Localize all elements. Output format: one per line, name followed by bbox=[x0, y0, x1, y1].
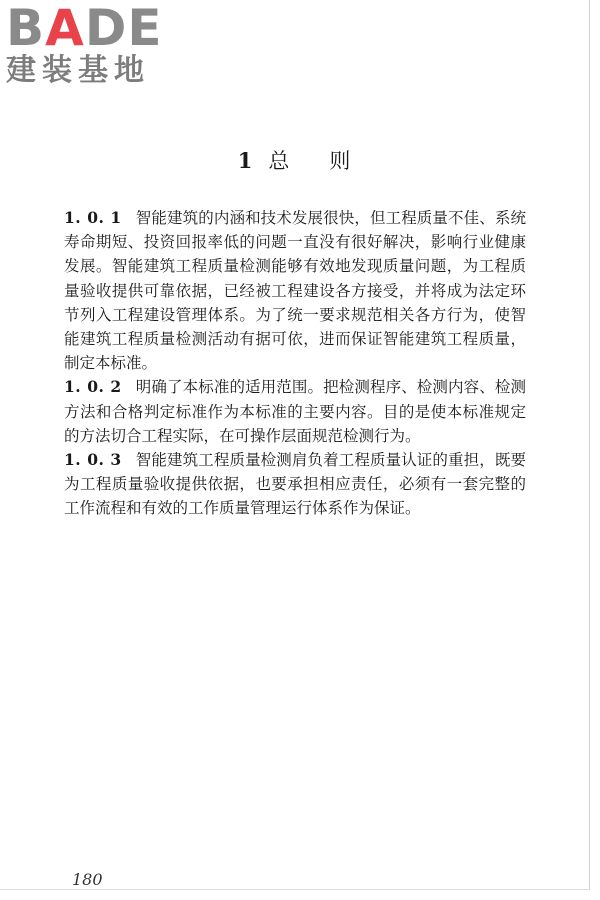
clause-number: 1. 0. 2 bbox=[64, 377, 122, 397]
page-bottom-line bbox=[0, 889, 590, 890]
logo-letter-a: A bbox=[45, 0, 85, 57]
clause-text: 明确了本标准的适用范围。把检测程序、检测内容、检测方法和合格判定标准作为本标准的主要内容。目的是使本标准规定的方法切合工程实际，在可操作层面规范检测行为。 bbox=[64, 378, 526, 445]
logo-wordmark bbox=[6, 0, 178, 57]
logo-subtitle: 建装基地 bbox=[6, 53, 150, 88]
chapter-number: 1 bbox=[237, 148, 255, 173]
page-edge-line bbox=[589, 0, 590, 890]
clause-number: 1. 0. 1 bbox=[64, 208, 122, 227]
chapter-title-part1: 总 bbox=[268, 149, 292, 173]
page-number: 180 bbox=[72, 870, 103, 889]
chapter-title-part2: 则 bbox=[329, 149, 353, 173]
clause-1-0-1 bbox=[64, 206, 526, 375]
clause-text: 智能建筑工程质量检测肩负着工程质量认证的重担，既要为工程质量验收提供依据，也要承担相应责任，必须有一套完整的工作流程和有效的工作质量管理运行体系作为保证。 bbox=[64, 451, 526, 518]
logo-letter-b: B bbox=[6, 0, 46, 57]
logo-letters-de: DE bbox=[84, 0, 163, 57]
clause-1-0-3 bbox=[64, 448, 526, 521]
clause-text: 智能建筑的内涵和技术发展很快，但工程质量不佳、系统寿命期短、投资回报率低的问题一直没有很好解决，影响行业健康发展。智能建筑工程质量检测能够有效地发现质量问题，为工程质量验收提供可靠依据，已经被工程建设各方接受，并将成为法定环节列入工程建设管理体系。为了统一要求规范相关各方行为，使智能建筑工程质量检测活动有据可依，进而保证智能建筑工程质量，制定本标准。 bbox=[64, 209, 526, 373]
bade-logo bbox=[6, 2, 178, 88]
chapter-content bbox=[64, 206, 526, 521]
clause-1-0-2 bbox=[64, 375, 526, 448]
clause-number: 1. 0. 3 bbox=[64, 450, 122, 470]
chapter-title bbox=[0, 146, 590, 176]
